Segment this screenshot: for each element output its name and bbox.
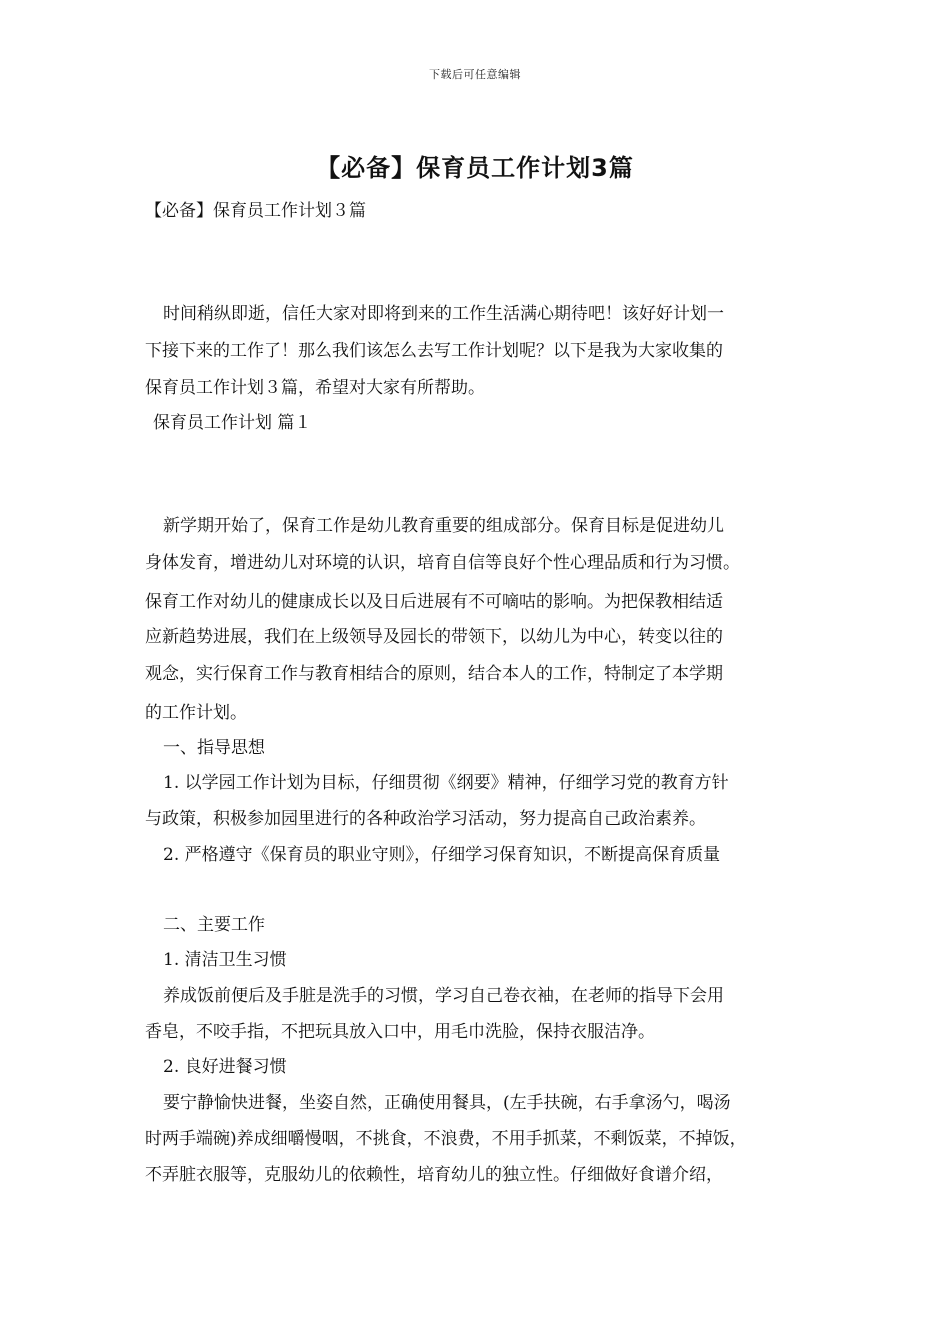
intro-line: 时间稍纵即逝，信任大家对即将到来的工作生活满心期待吧！该好好计划一 xyxy=(163,304,724,324)
header-note: 下载后可任意编辑 xyxy=(429,68,521,81)
body-line: 2. 严格遵守《保育员的职业守则》，仔细学习保育知识，不断提高保育质量 xyxy=(163,845,721,865)
body-line: 的工作计划。 xyxy=(145,703,247,723)
subtitle: 【必备】保育员工作计划３篇 xyxy=(145,201,366,221)
body-line: 应新趋势进展，我们在上级领导及园长的带领下，以幼儿为中心，转变以往的 xyxy=(145,627,723,647)
intro-line: 下接下来的工作了！那么我们该怎么去写工作计划呢？以下是我为大家收集的 xyxy=(145,341,723,361)
section-heading: 保育员工作计划 篇１ xyxy=(153,413,312,433)
body-line: 要宁静愉快进餐，坐姿自然，正确使用餐具，(左手扶碗，右手拿汤勺，喝汤 xyxy=(163,1093,731,1113)
list-subheading: 2. 良好进餐习惯 xyxy=(163,1057,287,1077)
body-line: 保育工作对幼儿的健康成长以及日后进展有不可嘀咕的影响。为把保教相结适 xyxy=(145,592,723,612)
body-line: 香皂，不咬手指，不把玩具放入口中，用毛巾洗脸，保持衣服洁净。 xyxy=(145,1022,655,1042)
list-heading: 二、主要工作 xyxy=(163,915,265,935)
body-line: 1. 以学园工作计划为目标，仔细贯彻《纲要》精神，仔细学习党的教育方针 xyxy=(163,773,729,793)
document-title: 【必备】保育员工作计划3篇 xyxy=(316,154,634,182)
body-line: 与政策，积极参加园里进行的各种政治学习活动，努力提高自己政治素养。 xyxy=(145,809,706,829)
body-line: 不弄脏衣服等，克服幼儿的依赖性，培育幼儿的独立性。仔细做好食谱介绍， xyxy=(145,1165,723,1185)
list-heading: 一、指导思想 xyxy=(163,738,265,758)
body-line: 养成饭前便后及手脏是洗手的习惯，学习自己卷衣袖，在老师的指导下会用 xyxy=(163,986,724,1006)
body-line: 观念，实行保育工作与教育相结合的原则，结合本人的工作，特制定了本学期 xyxy=(145,664,723,684)
list-subheading: 1. 清洁卫生习惯 xyxy=(163,950,287,970)
body-line: 时两手端碗)养成细嚼慢咽，不挑食，不浪费，不用手抓菜，不剩饭菜，不掉饭， xyxy=(145,1129,747,1149)
body-line: 身体发育，增进幼儿对环境的认识，培育自信等良好个性心理品质和行为习惯。 xyxy=(145,553,740,573)
intro-line: 保育员工作计划３篇，希望对大家有所帮助。 xyxy=(145,378,485,398)
body-line: 新学期开始了，保育工作是幼儿教育重要的组成部分。保育目标是促进幼儿 xyxy=(163,516,724,536)
